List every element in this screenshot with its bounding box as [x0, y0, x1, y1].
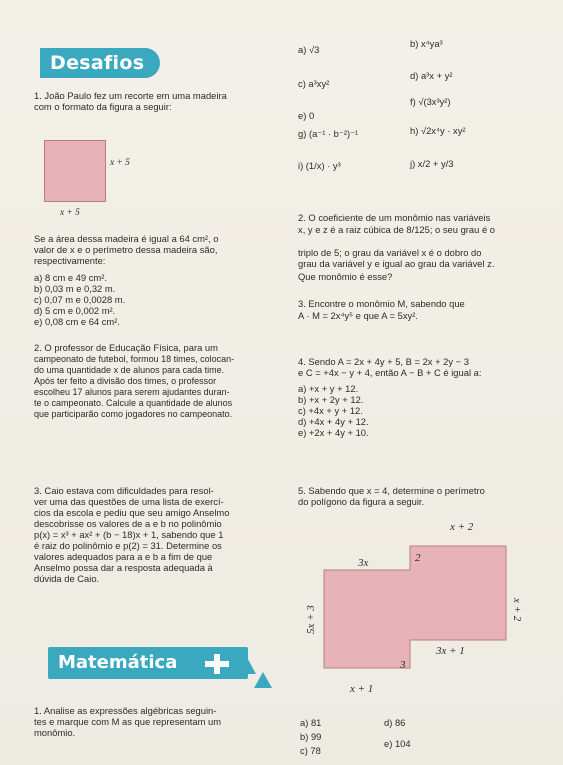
- label-left: 5x + 3: [305, 605, 317, 634]
- q2-line-2: campeonato de futebol, formou 18 times, colocan-: [34, 354, 235, 364]
- q3-line-5: p(x) = x³ + ax² + (b − 18)x + 1, sabendo que 1: [34, 529, 224, 540]
- q3-line-7: valores adequados para a e b a fim de que: [34, 551, 213, 562]
- q1-option-b: b) 0,03 m e 0,32 m.: [34, 283, 116, 294]
- m4-option-a: a) +x + y + 12.: [298, 383, 359, 394]
- q3-line-1: 3. Caio estava com dificuldades para resol-: [34, 485, 214, 496]
- m2-line-2: x, y e z é a raiz cúbica de 8/125; o seu grau é o: [298, 224, 495, 235]
- q3-line-2: ver uma das questões de uma lista de exercí-: [34, 496, 224, 507]
- m5-line-1: 5. Sabendo que x = 4, determine o perímetro: [298, 485, 485, 496]
- triangle-small-icon: [254, 672, 272, 688]
- q2-line-3: do uma quantidade x de alunos para cada time.: [34, 365, 225, 375]
- polygon-figure: [290, 508, 560, 693]
- square-side-right: x + 5: [110, 158, 130, 168]
- q1-option-d: d) 5 cm e 0,002 m².: [34, 305, 116, 316]
- q1-option-a: a) 8 cm e 49 cm².: [34, 272, 107, 283]
- triangle-icon: [232, 652, 256, 674]
- m5-line-2: do polígono da figura a seguir.: [298, 496, 425, 507]
- m5-option-c: c) 78: [300, 745, 321, 756]
- m4-option-e: e) +2x + 4y + 10.: [298, 427, 369, 438]
- m4-line-2: e C = +4x − y + 4, então A − B + C é igual a:: [298, 367, 482, 378]
- m4-option-c: c) +4x + y + 12.: [298, 405, 363, 416]
- plus-icon: [205, 654, 229, 674]
- label-bottom-right: 3x + 1: [436, 645, 465, 657]
- desafios-title: Desafios: [50, 52, 145, 74]
- q1-line-2: com o formato da figura a seguir:: [34, 101, 172, 112]
- q3-line-4: descobrisse os valores de a e b no polinômio: [34, 518, 222, 529]
- m5-option-e: e) 104: [384, 738, 411, 749]
- q3-line-6: é raiz do polinômio e p(2) = 31. Determine os: [34, 540, 222, 551]
- desafios-banner: [40, 48, 160, 78]
- m5-option-b: b) 99: [300, 731, 322, 742]
- m1-opt-c: c) a³xy²: [298, 78, 330, 89]
- m1-opt-f: f) √(3x³y²): [410, 96, 451, 107]
- label-left-top: 3x: [358, 557, 369, 569]
- m1-line-1: 1. Analise as expressões algébricas seguin-: [34, 705, 217, 716]
- label-bottom: x + 1: [350, 683, 374, 693]
- m4-line-1: 4. Sendo A = 2x + 4y + 5, B = 2x + 2y − 3: [298, 356, 469, 367]
- m1-opt-h: h) √2x⁴y · xy²: [410, 125, 466, 136]
- m2-line-3: triplo de 5; o grau da variável x é o dobro do: [298, 247, 482, 258]
- square-side-bottom: x + 5: [60, 208, 80, 218]
- q2-line-5: escolheu 17 alunos para serem ajudantes duran-: [34, 387, 230, 397]
- m2-line-4: grau da variável y e igual ao grau da variável z.: [298, 258, 495, 269]
- q1-stem-2: valor de x e o perímetro dessa madeira são,: [34, 244, 218, 255]
- label-top: x + 2: [450, 521, 474, 533]
- m1-opt-i: i) (1/x) · y³: [298, 160, 341, 171]
- q2-line-1: 2. O professor de Educação Física, para um: [34, 342, 218, 353]
- m1-opt-e: e) 0: [298, 110, 315, 121]
- q3-line-9: dúvida de Caio.: [34, 573, 100, 584]
- q3-line-3: cios da escola e pediu que seu amigo Anselmo: [34, 507, 230, 518]
- m2-line-5: Que monômio é esse?: [298, 271, 393, 282]
- label-mid-bottom: 3: [400, 659, 406, 671]
- m1-opt-d: d) a³x + y²: [410, 70, 453, 81]
- m5-option-a: a) 81: [300, 717, 322, 728]
- matematica-title: Matemática: [58, 652, 178, 673]
- m2-line-1: 2. O coeficiente de um monômio nas variáveis: [298, 212, 491, 223]
- m4-option-d: d) +4x + 4y + 12.: [298, 416, 369, 427]
- square-figure: [44, 140, 106, 202]
- q1-option-c: c) 0,07 m e 0,0028 m.: [34, 294, 126, 305]
- polygon-shape: [324, 546, 506, 668]
- m3-line-2: A · M = 2x⁴y⁵ e que A = 5xy².: [298, 310, 418, 321]
- q3-line-8: Anselmo possa dar a resposta adequada à: [34, 562, 213, 573]
- m5-option-d: d) 86: [384, 717, 406, 728]
- q2-line-6: te o campeonato. Calcule a quantidade de alunos: [34, 398, 233, 408]
- q2-line-7: que participarão como jogadores no campeonato.: [34, 409, 233, 419]
- m1-opt-j: j) x/2 + y/3: [410, 158, 454, 169]
- q1-stem-3: respectivamente:: [34, 255, 106, 266]
- m4-option-b: b) +x + 2y + 12.: [298, 394, 364, 405]
- m3-line-1: 3. Encontre o monômio M, sabendo que: [298, 298, 465, 309]
- m1-line-3: monômio.: [34, 727, 76, 738]
- m1-opt-b: b) x⁴ya³: [410, 38, 443, 49]
- q1-stem-1: Se a área dessa madeira é igual a 64 cm², o: [34, 233, 219, 244]
- q1-line-1: 1. João Paulo fez um recorte em uma madeira: [34, 90, 227, 101]
- m1-line-2: tes e marque com M as que representam um: [34, 716, 222, 727]
- label-mid-top: 2: [415, 552, 421, 564]
- label-right: x + 2: [511, 598, 523, 622]
- q1-option-e: e) 0,08 cm e 64 cm².: [34, 316, 120, 327]
- m1-opt-g: g) (a⁻¹ · b⁻²)⁻¹: [298, 128, 359, 139]
- m1-opt-a: a) √3: [298, 44, 320, 55]
- q2-line-4: Após ter feito a divisão dos times, o professor: [34, 376, 217, 386]
